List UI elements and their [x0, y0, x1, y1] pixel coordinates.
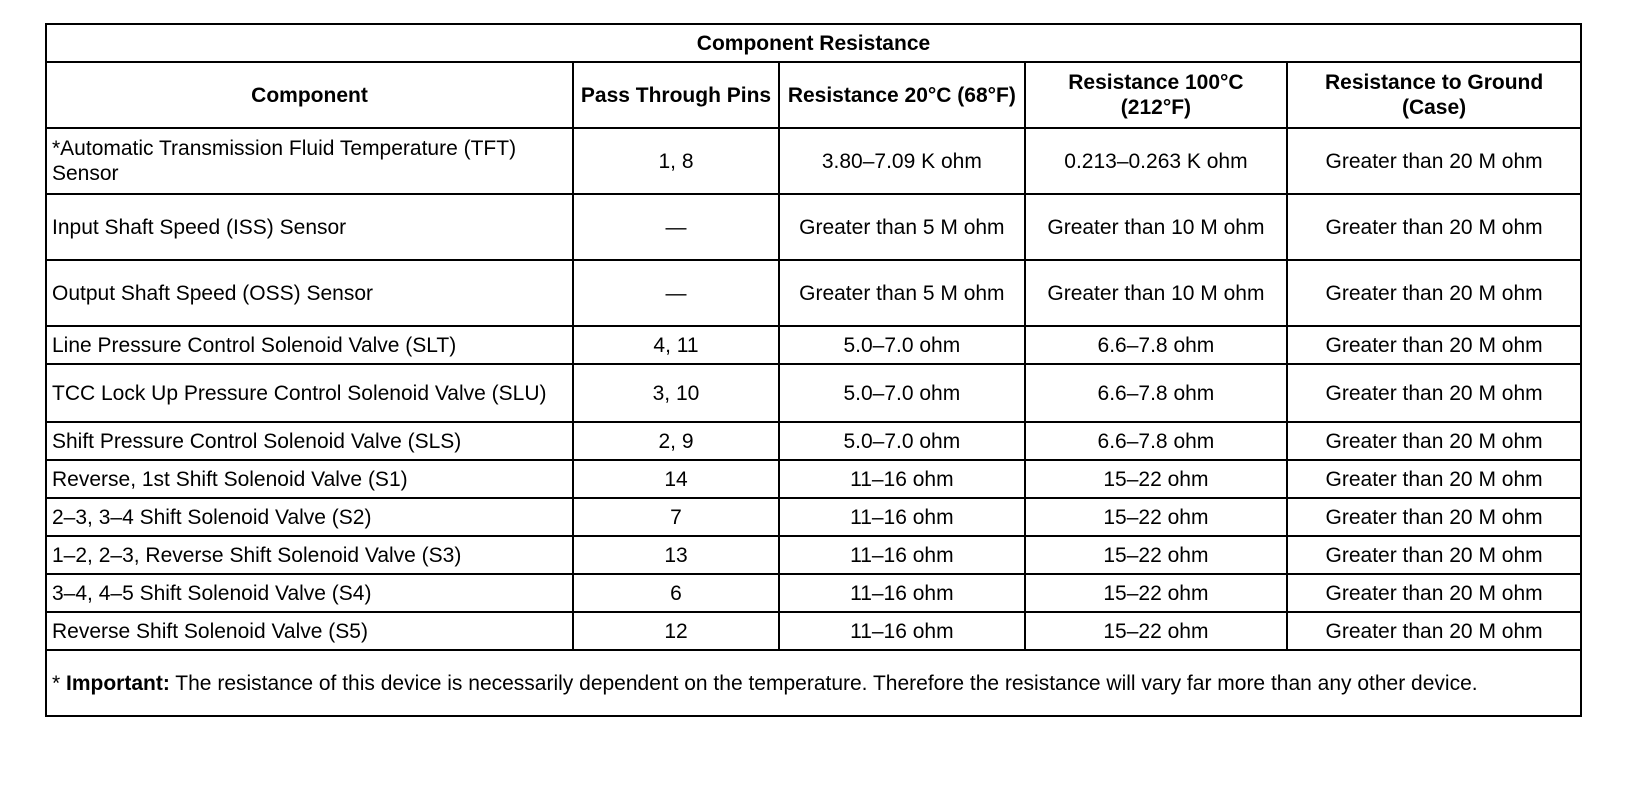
cell-component: Input Shaft Speed (ISS) Sensor	[46, 194, 573, 260]
table-row	[46, 536, 1581, 574]
cell-resistance-100c: Greater than 10 M ohm	[1025, 194, 1287, 260]
cell-resistance-20c: 5.0–7.0 ohm	[779, 422, 1025, 460]
cell-component: Reverse, 1st Shift Solenoid Valve (S1)	[46, 460, 573, 498]
cell-component: TCC Lock Up Pressure Control Solenoid Valve (SLU)	[46, 364, 573, 422]
cell-resistance-20c: 11–16 ohm	[779, 536, 1025, 574]
cell-resistance-ground: Greater than 20 M ohm	[1287, 194, 1581, 260]
table-row	[46, 422, 1581, 460]
cell-resistance-20c: 11–16 ohm	[779, 612, 1025, 650]
cell-pins: 6	[573, 574, 779, 612]
cell-resistance-ground: Greater than 20 M ohm	[1287, 260, 1581, 326]
cell-resistance-100c: 6.6–7.8 ohm	[1025, 422, 1287, 460]
note-text: The resistance of this device is necessarily dependent on the temperature. Therefore the resistance will vary far more than any other device.	[169, 671, 1478, 695]
table-note	[46, 650, 1581, 716]
cell-component: 2–3, 3–4 Shift Solenoid Valve (S2)	[46, 498, 573, 536]
cell-resistance-ground: Greater than 20 M ohm	[1287, 364, 1581, 422]
cell-resistance-100c: 0.213–0.263 K ohm	[1025, 128, 1287, 194]
component-resistance-table	[45, 23, 1582, 717]
cell-resistance-ground: Greater than 20 M ohm	[1287, 536, 1581, 574]
note-prefix: *	[52, 671, 67, 695]
header-resistance-20c: Resistance 20°C (68°F)	[779, 62, 1025, 128]
cell-pins: 3, 10	[573, 364, 779, 422]
cell-resistance-ground: Greater than 20 M ohm	[1287, 612, 1581, 650]
cell-resistance-ground: Greater than 20 M ohm	[1287, 326, 1581, 364]
cell-component: Line Pressure Control Solenoid Valve (SLT)	[46, 326, 573, 364]
cell-resistance-20c: Greater than 5 M ohm	[779, 260, 1025, 326]
cell-resistance-100c: 15–22 ohm	[1025, 574, 1287, 612]
cell-component: Output Shaft Speed (OSS) Sensor	[46, 260, 573, 326]
cell-resistance-20c: 5.0–7.0 ohm	[779, 326, 1025, 364]
cell-resistance-ground: Greater than 20 M ohm	[1287, 128, 1581, 194]
cell-pins: 1, 8	[573, 128, 779, 194]
table-row	[46, 498, 1581, 536]
cell-resistance-ground: Greater than 20 M ohm	[1287, 574, 1581, 612]
cell-resistance-100c: 15–22 ohm	[1025, 498, 1287, 536]
cell-pins: —	[573, 194, 779, 260]
cell-resistance-20c: 5.0–7.0 ohm	[779, 364, 1025, 422]
table-header-row	[46, 62, 1581, 128]
cell-resistance-100c: 15–22 ohm	[1025, 536, 1287, 574]
cell-component: *Automatic Transmission Fluid Temperature (TFT) Sensor	[46, 128, 573, 194]
table-row	[46, 326, 1581, 364]
header-resistance-100c: Resistance 100°C (212°F)	[1025, 62, 1287, 128]
table-row	[46, 574, 1581, 612]
cell-resistance-20c: 3.80–7.09 K ohm	[779, 128, 1025, 194]
cell-resistance-100c: Greater than 10 M ohm	[1025, 260, 1287, 326]
cell-resistance-100c: 15–22 ohm	[1025, 612, 1287, 650]
cell-pins: 13	[573, 536, 779, 574]
cell-resistance-ground: Greater than 20 M ohm	[1287, 460, 1581, 498]
header-component: Component	[46, 62, 573, 128]
cell-resistance-20c: 11–16 ohm	[779, 498, 1025, 536]
table-title-row	[46, 24, 1581, 62]
cell-pins: 4, 11	[573, 326, 779, 364]
cell-resistance-100c: 15–22 ohm	[1025, 460, 1287, 498]
cell-resistance-ground: Greater than 20 M ohm	[1287, 422, 1581, 460]
table-row	[46, 194, 1581, 260]
cell-pins: 14	[573, 460, 779, 498]
table-row	[46, 460, 1581, 498]
cell-resistance-20c: Greater than 5 M ohm	[779, 194, 1025, 260]
note-label: Important:	[66, 671, 170, 695]
cell-component: 1–2, 2–3, Reverse Shift Solenoid Valve (S3)	[46, 536, 573, 574]
cell-pins: 12	[573, 612, 779, 650]
table-row	[46, 260, 1581, 326]
table-row	[46, 364, 1581, 422]
cell-component: 3–4, 4–5 Shift Solenoid Valve (S4)	[46, 574, 573, 612]
cell-pins: 7	[573, 498, 779, 536]
table-row	[46, 128, 1581, 194]
header-pass-through-pins: Pass Through Pins	[573, 62, 779, 128]
cell-pins: 2, 9	[573, 422, 779, 460]
table-note-row	[46, 650, 1581, 716]
cell-resistance-20c: 11–16 ohm	[779, 460, 1025, 498]
cell-component: Reverse Shift Solenoid Valve (S5)	[46, 612, 573, 650]
cell-resistance-ground: Greater than 20 M ohm	[1287, 498, 1581, 536]
cell-component: Shift Pressure Control Solenoid Valve (SLS)	[46, 422, 573, 460]
cell-resistance-20c: 11–16 ohm	[779, 574, 1025, 612]
cell-resistance-100c: 6.6–7.8 ohm	[1025, 364, 1287, 422]
header-resistance-to-ground: Resistance to Ground (Case)	[1287, 62, 1581, 128]
table-title: Component Resistance	[46, 24, 1581, 62]
table-row	[46, 612, 1581, 650]
cell-resistance-100c: 6.6–7.8 ohm	[1025, 326, 1287, 364]
cell-pins: —	[573, 260, 779, 326]
